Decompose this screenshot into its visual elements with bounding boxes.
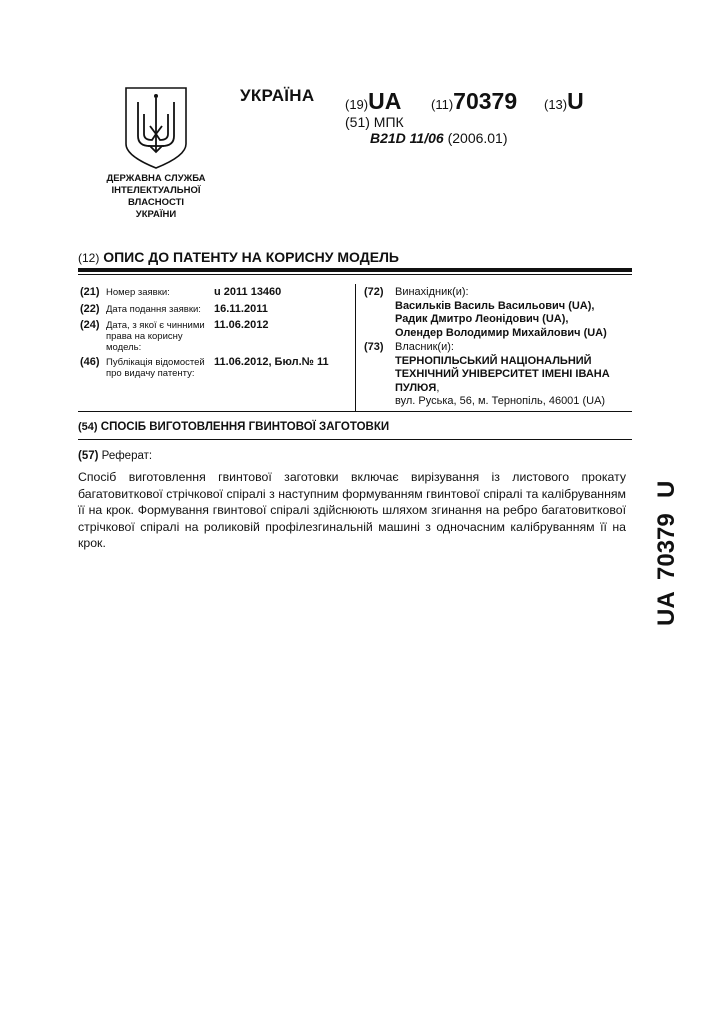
title-rule-thick bbox=[78, 268, 632, 272]
field-19 bbox=[345, 88, 401, 115]
agency-line: ІНТЕЛЕКТУАЛЬНОЇ bbox=[111, 185, 201, 196]
document-title-text: ОПИС ДО ПАТЕНТУ НА КОРИСНУ МОДЕЛЬ bbox=[103, 249, 399, 265]
inventor-name: Олендер Володимир Михайлович (UA) bbox=[395, 326, 607, 339]
field-13 bbox=[544, 88, 584, 115]
code-46: (46) bbox=[80, 356, 100, 368]
agency-line: УКРАЇНИ bbox=[135, 209, 177, 220]
code-22: (22) bbox=[80, 303, 100, 315]
stamp-number: 70379 bbox=[653, 513, 680, 580]
ipc-classification bbox=[370, 130, 508, 146]
agency-line: ВЛАСНОСТІ bbox=[127, 197, 185, 208]
owner-name-suffix: , bbox=[436, 381, 440, 394]
code-72: (72) bbox=[364, 286, 384, 298]
inventor-name: Васильків Василь Васильович (UA), bbox=[395, 299, 595, 312]
code-54: (54) bbox=[78, 421, 98, 433]
inventor-name: Радик Дмитро Леонідович (UA), bbox=[395, 313, 569, 325]
label-46: Публікація відомостей про видачу патенту: bbox=[106, 357, 205, 379]
label-22: Дата подання заявки: bbox=[106, 304, 201, 315]
value-22: 16.11.2011 bbox=[214, 303, 268, 315]
code-73: (73) bbox=[364, 341, 384, 353]
document-title bbox=[78, 249, 399, 265]
abstract-label: Реферат: bbox=[101, 450, 153, 462]
column-separator bbox=[355, 284, 356, 411]
owner-label: Власник(и): bbox=[395, 341, 454, 353]
patent-number: 70379 bbox=[453, 88, 518, 114]
code-12: (12) bbox=[78, 251, 100, 265]
code-24: (24) bbox=[80, 319, 100, 331]
label-24: Дата, з якої є чинними права на корисну модель: bbox=[106, 320, 205, 353]
value-46: 11.06.2012, Бюл.№ 11 bbox=[214, 356, 329, 368]
code-11: (11) bbox=[431, 97, 454, 112]
stamp-kind: U bbox=[653, 480, 680, 498]
ipc-version: (2006.01) bbox=[447, 130, 508, 146]
section-rule bbox=[78, 411, 632, 412]
ukraine-trident-emblem-icon bbox=[124, 86, 188, 170]
ipc-label: МПК bbox=[373, 114, 404, 130]
invention-title bbox=[78, 421, 389, 433]
code-13: (13) bbox=[544, 97, 568, 112]
ipc-class: B21D 11/06 bbox=[370, 130, 444, 146]
agency-name bbox=[96, 173, 216, 221]
label-21: Номер заявки: bbox=[106, 287, 170, 298]
patent-kind: U bbox=[567, 88, 584, 114]
section-rule bbox=[78, 439, 632, 440]
code-57: (57) bbox=[78, 450, 99, 462]
field-11 bbox=[431, 88, 517, 115]
abstract-text: Спосіб виготовлення гвинтової заготовки включає вирізування із листового прокату багатовиткової стрічкової спіралі з наступним формуванням гвинтової спіралі та калібруванням її на крок. Формування гвинтової спіралі здійснюють шляхом згинання на ребро багатовиткової стрічкової спіралі на роликовій профілезгинальній машині з одночасним калібруванням її на крок. bbox=[78, 470, 626, 550]
agency-line: ДЕРЖАВНА СЛУЖБА bbox=[106, 173, 206, 184]
stamp-country-code: UA bbox=[653, 591, 680, 626]
inventors-block bbox=[395, 286, 635, 340]
code-21: (21) bbox=[80, 286, 100, 298]
code-51: (51) bbox=[345, 114, 370, 130]
owner-address: вул. Руська, 56, м. Тернопіль, 46001 (UA) bbox=[395, 395, 606, 407]
country-name: УКРАЇНА bbox=[240, 86, 315, 105]
code-19: (19) bbox=[345, 97, 369, 112]
invention-title-text: СПОСІБ ВИГОТОВЛЕННЯ ГВИНТОВОЇ ЗАГОТОВКИ bbox=[100, 421, 390, 433]
abstract-heading bbox=[78, 450, 152, 462]
owner-block bbox=[395, 341, 621, 409]
title-rule-thin bbox=[78, 274, 632, 275]
owner-name: ТЕРНОПІЛЬСЬКИЙ НАЦІОНАЛЬНИЙ ТЕХНІЧНИЙ УНІВЕРСИТЕТ ІМЕНІ ІВАНА ПУЛЮЯ bbox=[395, 354, 610, 394]
side-stamp bbox=[642, 470, 682, 630]
value-21: u 2011 13460 bbox=[214, 286, 282, 298]
value-24: 11.06.2012 bbox=[214, 319, 269, 331]
field-51 bbox=[345, 114, 404, 130]
inventors-label: Винахідник(и): bbox=[395, 286, 469, 298]
country-code: UA bbox=[368, 88, 402, 114]
